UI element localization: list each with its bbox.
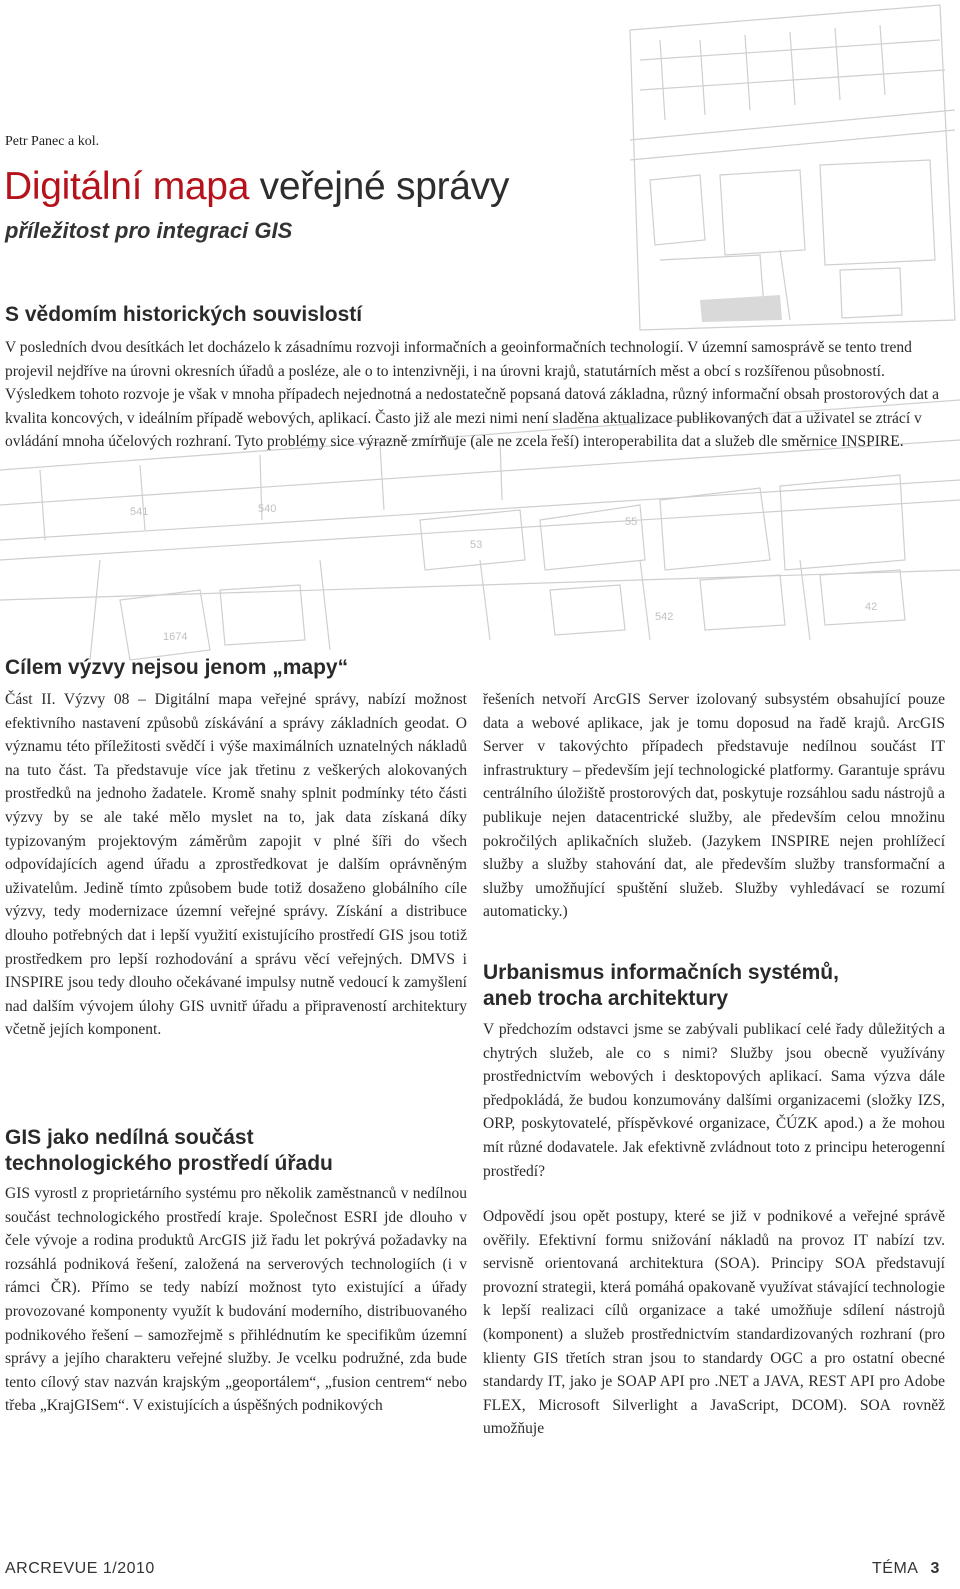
- section2-heading-line1: GIS jako nedílná součást: [5, 1126, 254, 1149]
- section2-heading-line2: technologického prostředí úřadu: [5, 1152, 333, 1175]
- right-paragraph-2: V předchozím odstavci jsme se zabývali publikací celé řady důležitých a chytrých služeb, ale co s nimi? Služby jsou obecně využívány prostřednictvím webových i desktopových aplikací. Sama výzva dále předpokládá, že budou konzumovány dalšími organizacemi (složky IZS, ORP, poskytovatelé, příspěvkové organizace, ČÚZK apod.) a že mohou mít různé dodavatele. Jak efektivně zvládnout toto z principu heterogenní prostředí?: [483, 1021, 945, 1180]
- footer-journal: ARCREVUE 1/2010: [5, 1560, 155, 1577]
- footer-section: [872, 1560, 940, 1578]
- right-paragraph-1: řešeních netvoří ArcGIS Server izolovaný subsystém obsahující pouze data a webové aplikace, jak je tomu doposud na řadě krajů. ArcGIS Server v takovýchto případech představuje nedílnou součást IT infrastruktury – především její technologické platformy. Garantuje správu centrálního úložiště prostorových dat, poskytuje rozsáhlou sadu nástrojů a publikuje nejen datacentrické služby, ale především celou množinu pokročilých aplikačních služeb. (Jazykem INSPIRE nejen prohlížecí služby a služby stahování dat, ale především služby transformační a služby umožňující spuštění služeb. Služby vyhledávací se rozumí automaticky.): [483, 691, 945, 921]
- map-label: 1674: [163, 631, 188, 643]
- map-label: 542: [655, 611, 674, 623]
- section2-paragraph: GIS vyrostl z proprietárního systému pro několik zaměstnanců v nedílnou součást technologického prostředí kraje. Společnost ESRI jde dlouho v čele vývoje a rodina produktů ArcGIS již řadu let pokrývá požadavky na rozsáhlá podniková řešení, založená na serverových technologiích (i v rámci ČR). Přímo se tedy nabízí možnost tyto existující a úřady provozované komponenty využít k budování moderního, distribuovaného podnikového řešení – samozřejmě s přihlédnutím ke specifikům územní správy a jejího charakteru veřejné služby. Je vcelku podružné, zda bude tento cílový stav nazván krajským „geoportálem“, „fusion centrem“ nebo třeba „KrajGISem“. V existujících a úspěšných podnikových: [5, 1185, 467, 1415]
- map-label: 540: [258, 503, 277, 515]
- author-line: Petr Panec a kol.: [5, 134, 100, 149]
- article-title: [4, 163, 509, 211]
- section3-heading-line1: Urbanismus informačních systémů,: [483, 961, 839, 984]
- footer-section-label: TÉMA: [872, 1560, 918, 1577]
- section3-heading-line2: aneb trocha architektury: [483, 987, 729, 1010]
- title-red-part: Digitální mapa: [4, 165, 250, 208]
- section3-heading: [483, 960, 839, 1012]
- right-paragraph-3: Odpovědí jsou opět postupy, které se již v podnikové a veřejné správě ověřily. Efektivní formu snižování nákladů na provoz IT nabízí tzv. servisně orientovaná architektura (SOA). Principy SOA představují provozní strategii, která pomáhá opakovaně využívat stávající technologie k lepší realizaci cílů organizace a také umožňuje sdílení nástrojů (komponent) a služeb prostřednictvím standardizovaných rozhraní (pro klienty GIS třetích stran jsou to standardy OGC a pro ostatní obecné standardy IT, jako je SOAP API pro .NET a JAVA, REST API pro Adobe FLEX, Microsoft Silverlight a JavaScript, DCOM). SOA rovněž umožňuje: [483, 1208, 945, 1438]
- map-label: 42: [865, 601, 878, 613]
- page-number: 3: [930, 1560, 940, 1577]
- section1-paragraph: Část II. Výzvy 08 – Digitální mapa veřejné správy, nabízí možnost efektivního nastavení způsobů získávání a správy základních geodat. O významu této příležitosti svědčí i výše maximálních uznatelných nákladů na tuto část. Ta představuje více jak třetinu z veškerých alokovaných prostředků na jednoho žadatele. Kromě snahy splnit podmínky této části výzvy by se ale také mělo myslet na to, jak data získaná díky typizovaným projektovým záměrům zapojit v plné šíři do všech odpovídajících agend úřadu a zprostředkovat je dalším oprávněným uživatelům. Jedině tímto způsobem bude totiž dosaženo globálního cíle výzvy, tedy modernizace územní veřejné správy. Získání a distribuce dlouho potřebných dat i lepší využití existujícího prostředí GIS jsou totiž prostředkem pro lepší rozhodování a správu věcí veřejných. DMVS i INSPIRE jsou tedy dlouho očekávané impulsy nutně vedoucí k zamyšlení nad dalším vývojem úlohy GIS uvnitř úřadu a připraveností architektury včetně jejích komponent.: [5, 691, 467, 1039]
- map-label: 53: [470, 539, 483, 551]
- section2-heading: [5, 1125, 333, 1177]
- article-subtitle: příležitost pro integraci GIS: [5, 218, 293, 243]
- section1-heading: Cílem výzvy nejsou jenom „mapy“: [5, 656, 349, 679]
- map-label: 541: [130, 506, 149, 518]
- intro-paragraph: V posledních dvou desítkách let docházelo k zásadnímu rozvoji informačních a geoinformačních technologií. V územní samosprávě se tento trend projevil nejdříve na úrovni okresních úřadů a posléze, ale o to intenzivněji, i na úrovni krajů, statutárních měst a obcí s rozšířenou působností. Výsledkem tohoto rozvoje je však v mnoha případech nejednotná a nedostatečně popsaná datová základna, různý informační obsah prostorových dat a kvalita koncových, v ideálním případě webových, aplikací. Často již ale mezi nimi není sladěna aktualizace publikovaných dat a uživatel se ztrácí v ovládání mnoha účelových rozhraní. Tyto problémy sice výrazně zmírňuje (ale ne zcela řeší) interoperabilita dat a služeb dle směrnice INSPIRE.: [5, 339, 939, 450]
- map-label: 55: [625, 516, 638, 528]
- title-dark-part: veřejné správy: [259, 165, 510, 208]
- intro-heading: S vědomím historických souvislostí: [5, 303, 363, 326]
